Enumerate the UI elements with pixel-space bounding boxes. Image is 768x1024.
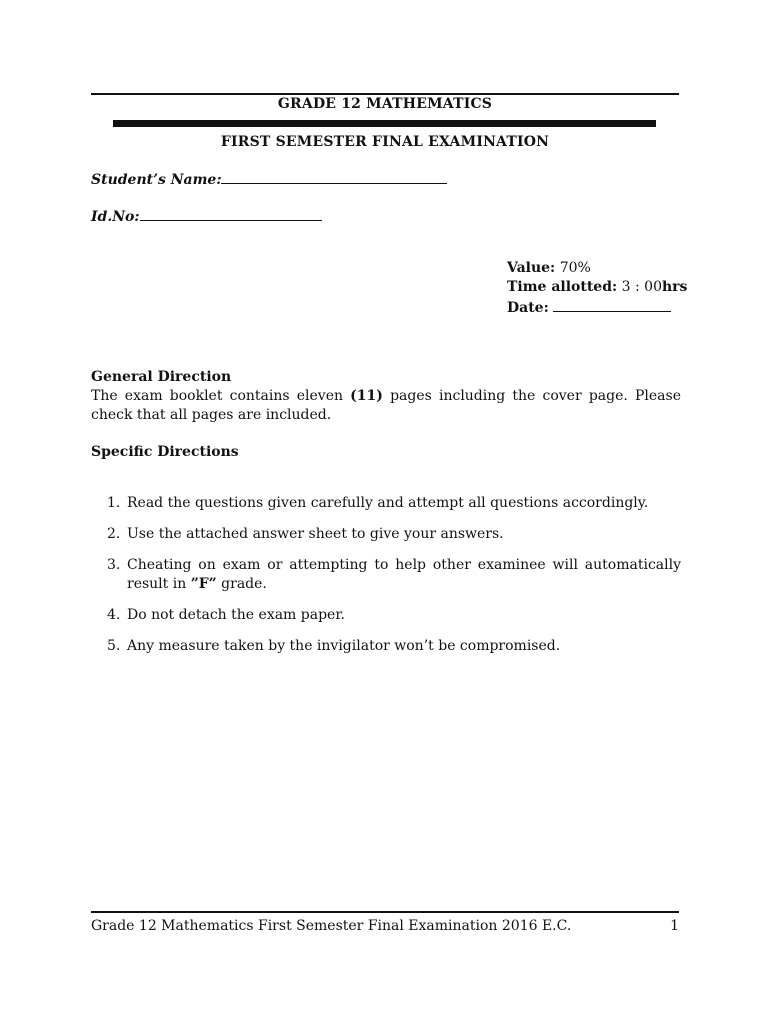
general-direction-text (91, 387, 681, 425)
direction-text-after: grade. (216, 576, 267, 592)
direction-item (91, 606, 681, 625)
direction-text: Read the questions given carefully and attempt all questions accordingly. (127, 495, 649, 511)
direction-item (91, 494, 681, 513)
direction-item (91, 556, 681, 594)
direction-item (91, 637, 681, 656)
student-name-label: Student’s Name: (91, 172, 222, 188)
general-direction-text-before: The exam booklet contains eleven (91, 388, 351, 404)
direction-text: Do not detach the exam paper. (127, 607, 345, 623)
exam-info-block (507, 259, 687, 318)
value-amount: 70% (559, 260, 591, 276)
direction-number: 4. (107, 607, 121, 623)
id-number-label: Id.No: (91, 209, 140, 225)
id-number-field[interactable] (91, 206, 322, 225)
exam-title: FIRST SEMESTER FINAL EXAMINATION (220, 134, 550, 150)
student-name-blank[interactable] (221, 169, 447, 184)
footer-text: Grade 12 Mathematics First Semester Final Examination 2016 E.C. (91, 918, 572, 934)
time-row (507, 278, 687, 297)
page-number: 1 (670, 918, 679, 934)
general-direction-heading: General Direction (91, 369, 232, 385)
time-value: 3 : 00 (621, 279, 662, 295)
grade-letter: ”F” (190, 576, 217, 592)
time-label: Time allotted: (507, 279, 618, 295)
direction-text: Use the attached answer sheet to give your answers. (127, 526, 504, 542)
direction-item (91, 525, 681, 544)
specific-directions-list (91, 494, 681, 668)
date-label: Date: (507, 300, 549, 316)
specific-directions-heading: Specific Directions (91, 444, 239, 460)
date-row[interactable] (507, 297, 687, 318)
direction-text: Any measure taken by the invigilator won’t be compromised. (127, 638, 561, 654)
general-direction-text-after: pages including the cover page. Please check that all pages are included. (91, 388, 681, 423)
subject-title: GRADE 12 MATHEMATICS (277, 96, 493, 112)
top-rule (91, 93, 679, 95)
value-row (507, 259, 687, 278)
direction-number: 3. (107, 557, 121, 573)
page-count: (11) (350, 388, 383, 404)
value-label: Value: (507, 260, 556, 276)
student-name-field[interactable] (91, 169, 447, 188)
direction-number: 2. (107, 526, 121, 542)
direction-number: 1. (107, 495, 121, 511)
date-blank[interactable] (553, 297, 671, 312)
direction-number: 5. (107, 638, 121, 654)
thick-divider (113, 120, 656, 127)
footer-rule (91, 911, 679, 913)
time-unit: hrs (661, 279, 688, 295)
id-number-blank[interactable] (140, 206, 322, 221)
direction-text-before: Cheating on exam or attempting to help other examinee will automatically result in (127, 557, 681, 592)
